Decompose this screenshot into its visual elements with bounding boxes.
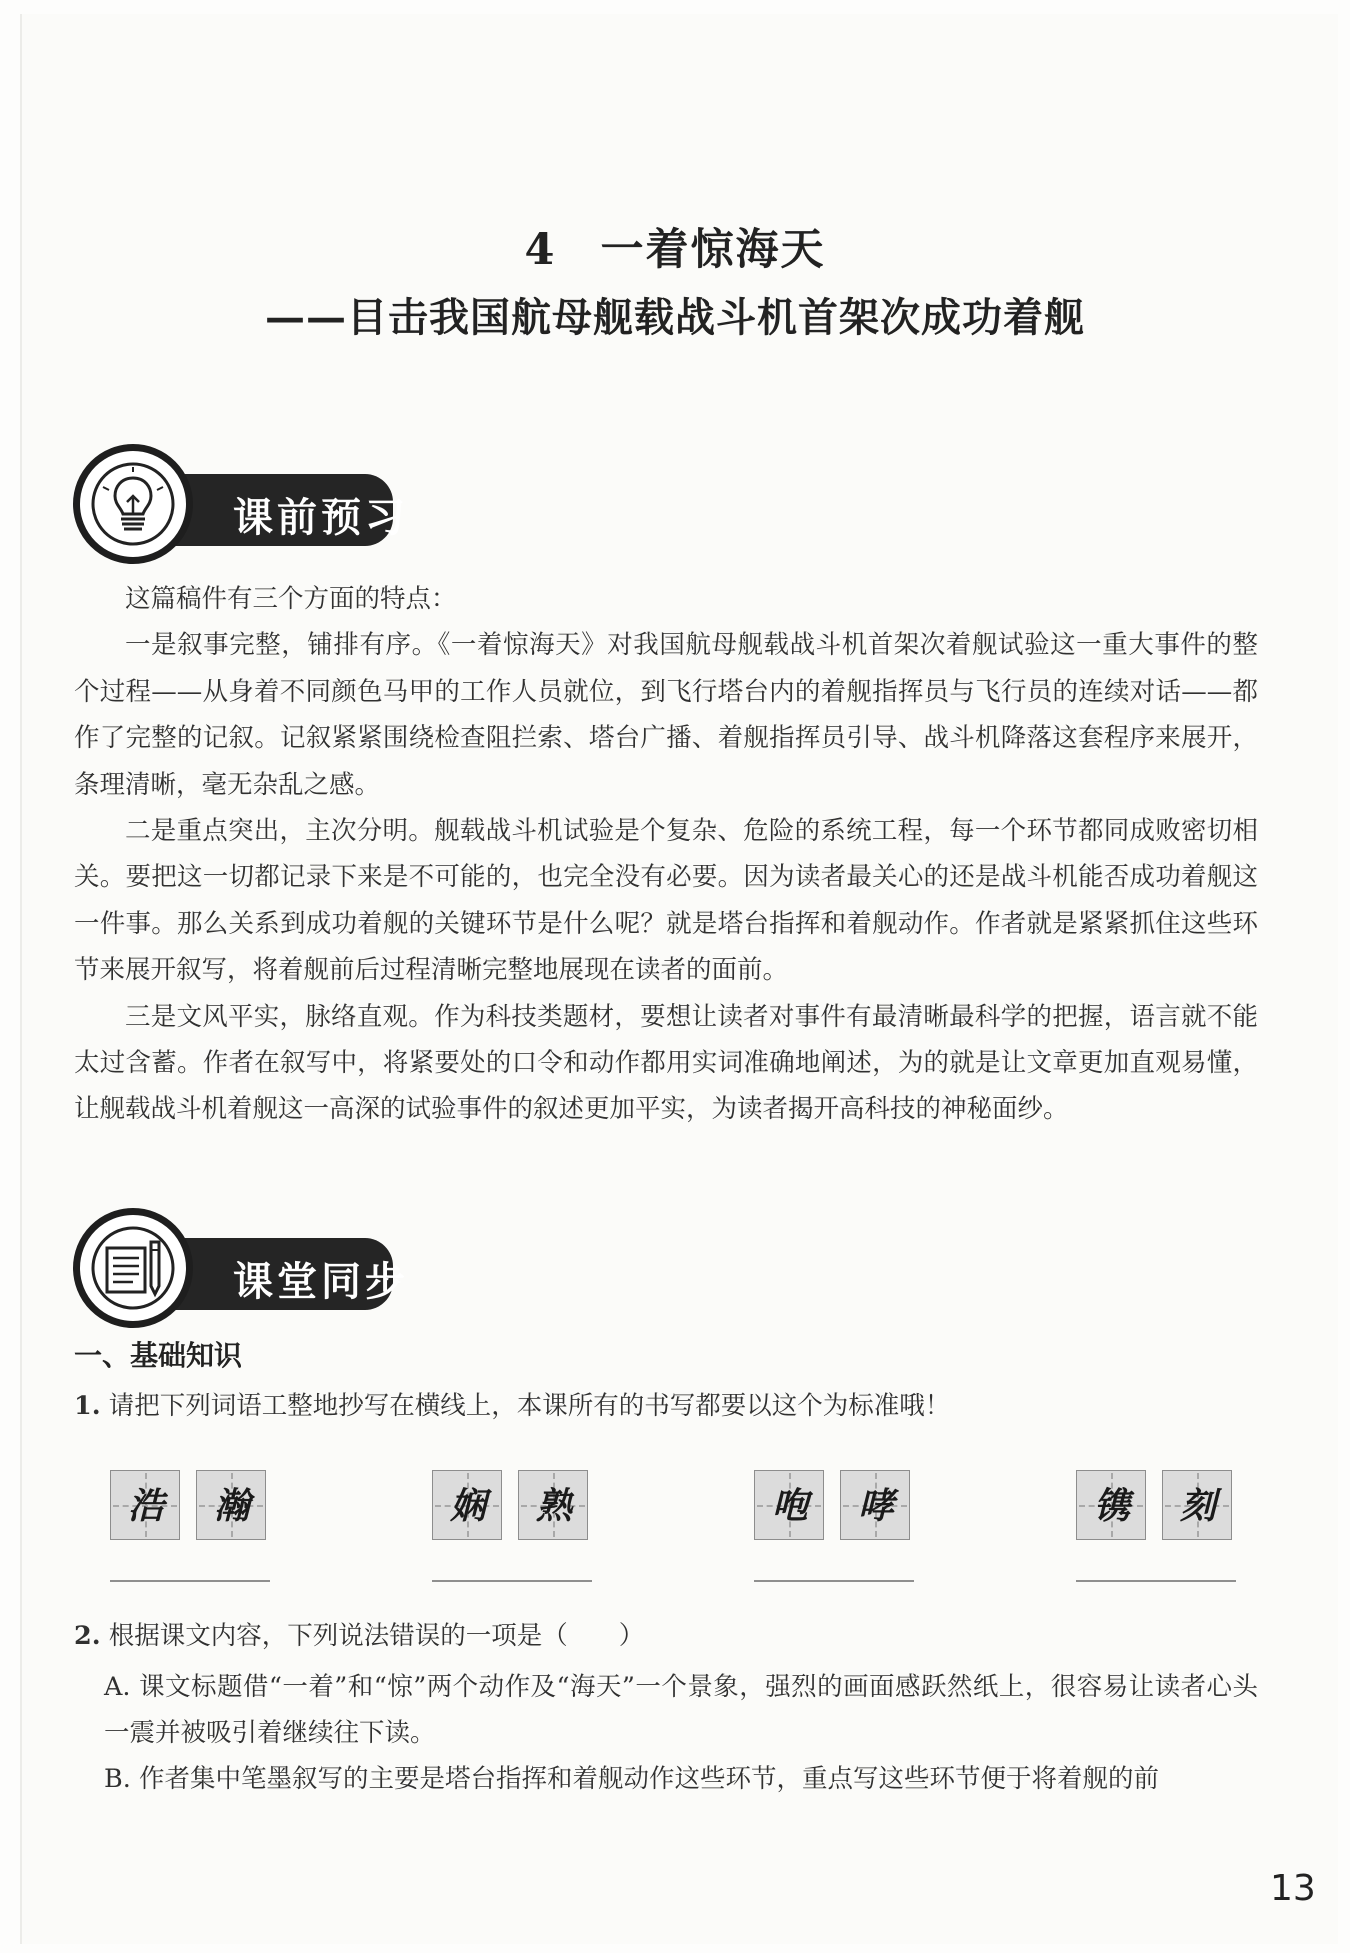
question-1-number: 1. bbox=[74, 1391, 101, 1421]
word-group bbox=[1076, 1470, 1238, 1580]
basic-knowledge-heading: 一、基础知识 bbox=[74, 1339, 243, 1372]
page-number: 13 bbox=[1270, 1868, 1316, 1909]
lesson-number: 4 bbox=[524, 225, 557, 275]
answer-line[interactable] bbox=[754, 1580, 914, 1582]
badge-circle bbox=[73, 444, 193, 564]
model-char: 娴 bbox=[449, 1485, 486, 1527]
char-box bbox=[754, 1470, 824, 1540]
preview-point-3: 三是文风平实，脉络直观。作为科技类题材，要想让读者对事件有最清晰最科学的把握，语言就不能太过含蓄。作者在叙写中，将紧要处的口令和动作都用实词准确地阐述，为的就是让文章更加直观易懂，让舰载战斗机着舰这一高深的试验事件的叙述更加平实，为读者揭开高科技的神秘面纱。 bbox=[74, 1001, 1258, 1125]
model-char: 镌 bbox=[1093, 1485, 1130, 1527]
option-a: A. 课文标题借“一着”和“惊”两个动作及“海天”一个景象，强烈的画面感跃然纸上，很容易让读者心头一震并被吸引着继续往下读。 bbox=[104, 1672, 1258, 1749]
char-box bbox=[840, 1470, 910, 1540]
word-group bbox=[110, 1470, 272, 1580]
model-char: 浩 bbox=[127, 1485, 164, 1527]
answer-line[interactable] bbox=[110, 1580, 270, 1582]
lesson-subtitle: ——目击我国航母舰载战斗机首架次成功着舰 bbox=[265, 294, 1085, 341]
char-box bbox=[110, 1470, 180, 1540]
question-2 bbox=[74, 1616, 644, 1652]
preview-intro: 这篇稿件有三个方面的特点： bbox=[125, 584, 457, 614]
lesson-title-text: 一着惊海天 bbox=[600, 225, 826, 275]
answer-line[interactable] bbox=[1076, 1580, 1236, 1582]
char-box bbox=[196, 1470, 266, 1540]
badge-circle bbox=[73, 1208, 193, 1328]
answer-line[interactable] bbox=[432, 1580, 592, 1582]
model-char: 哮 bbox=[857, 1485, 894, 1527]
model-char: 刻 bbox=[1179, 1485, 1216, 1527]
lightbulb-icon bbox=[91, 462, 175, 546]
char-box bbox=[1162, 1470, 1232, 1540]
model-char: 瀚 bbox=[213, 1485, 250, 1527]
lesson-title bbox=[0, 216, 1350, 277]
question-1-text: 请把下列词语工整地抄写在横线上，本课所有的书写都要以这个为标准哦！ bbox=[108, 1391, 951, 1421]
word-group bbox=[754, 1470, 916, 1580]
option-b: B. 作者集中笔墨叙写的主要是塔台指挥和着舰动作这些环节，重点写这些环节便于将着舰的前 bbox=[104, 1764, 1159, 1794]
class-section-badge bbox=[73, 1208, 409, 1326]
preview-body bbox=[74, 576, 1258, 1133]
preview-section-badge bbox=[73, 444, 409, 562]
word-group bbox=[432, 1470, 594, 1580]
preview-point-1: 一是叙事完整，铺排有序。《一着惊海天》对我国航母舰载战斗机首架次着舰试验这一重大事件的整个过程——从身着不同颜色马甲的工作人员就位，到飞行塔台内的着舰指挥员与飞行员的连续对话——都作了完整的记叙。记叙紧紧围绕检查阻拦索、塔台广播、着舰指挥员引导、战斗机降落这套程序来展开，条理清晰，毫无杂乱之感。 bbox=[74, 630, 1258, 800]
char-box bbox=[432, 1470, 502, 1540]
notebook-pencil-icon bbox=[91, 1226, 175, 1310]
preview-point-2: 二是重点突出，主次分明。舰载战斗机试验是个复杂、危险的系统工程，每一个环节都同成败密切相关。要把这一切都记录下来是不可能的，也完全没有必要。因为读者最关心的还是战斗机能否成功着舰这一件事。那么关系到成功着舰的关键环节是什么呢？就是塔台指挥和着舰动作。作者就是紧紧抓住这些环节来展开叙写，将着舰前后过程清晰完整地展现在读者的面前。 bbox=[74, 816, 1258, 986]
char-box bbox=[518, 1470, 588, 1540]
model-char: 咆 bbox=[771, 1485, 808, 1527]
class-section-label: 课堂同步 bbox=[233, 1259, 409, 1305]
char-box bbox=[1076, 1470, 1146, 1540]
question-1 bbox=[74, 1386, 950, 1422]
question-2-text: 根据课文内容，下列说法错误的一项是（ ） bbox=[108, 1621, 645, 1651]
model-char: 熟 bbox=[535, 1485, 572, 1527]
preview-section-label: 课前预习 bbox=[233, 495, 409, 541]
question-2-number: 2. bbox=[74, 1621, 101, 1651]
